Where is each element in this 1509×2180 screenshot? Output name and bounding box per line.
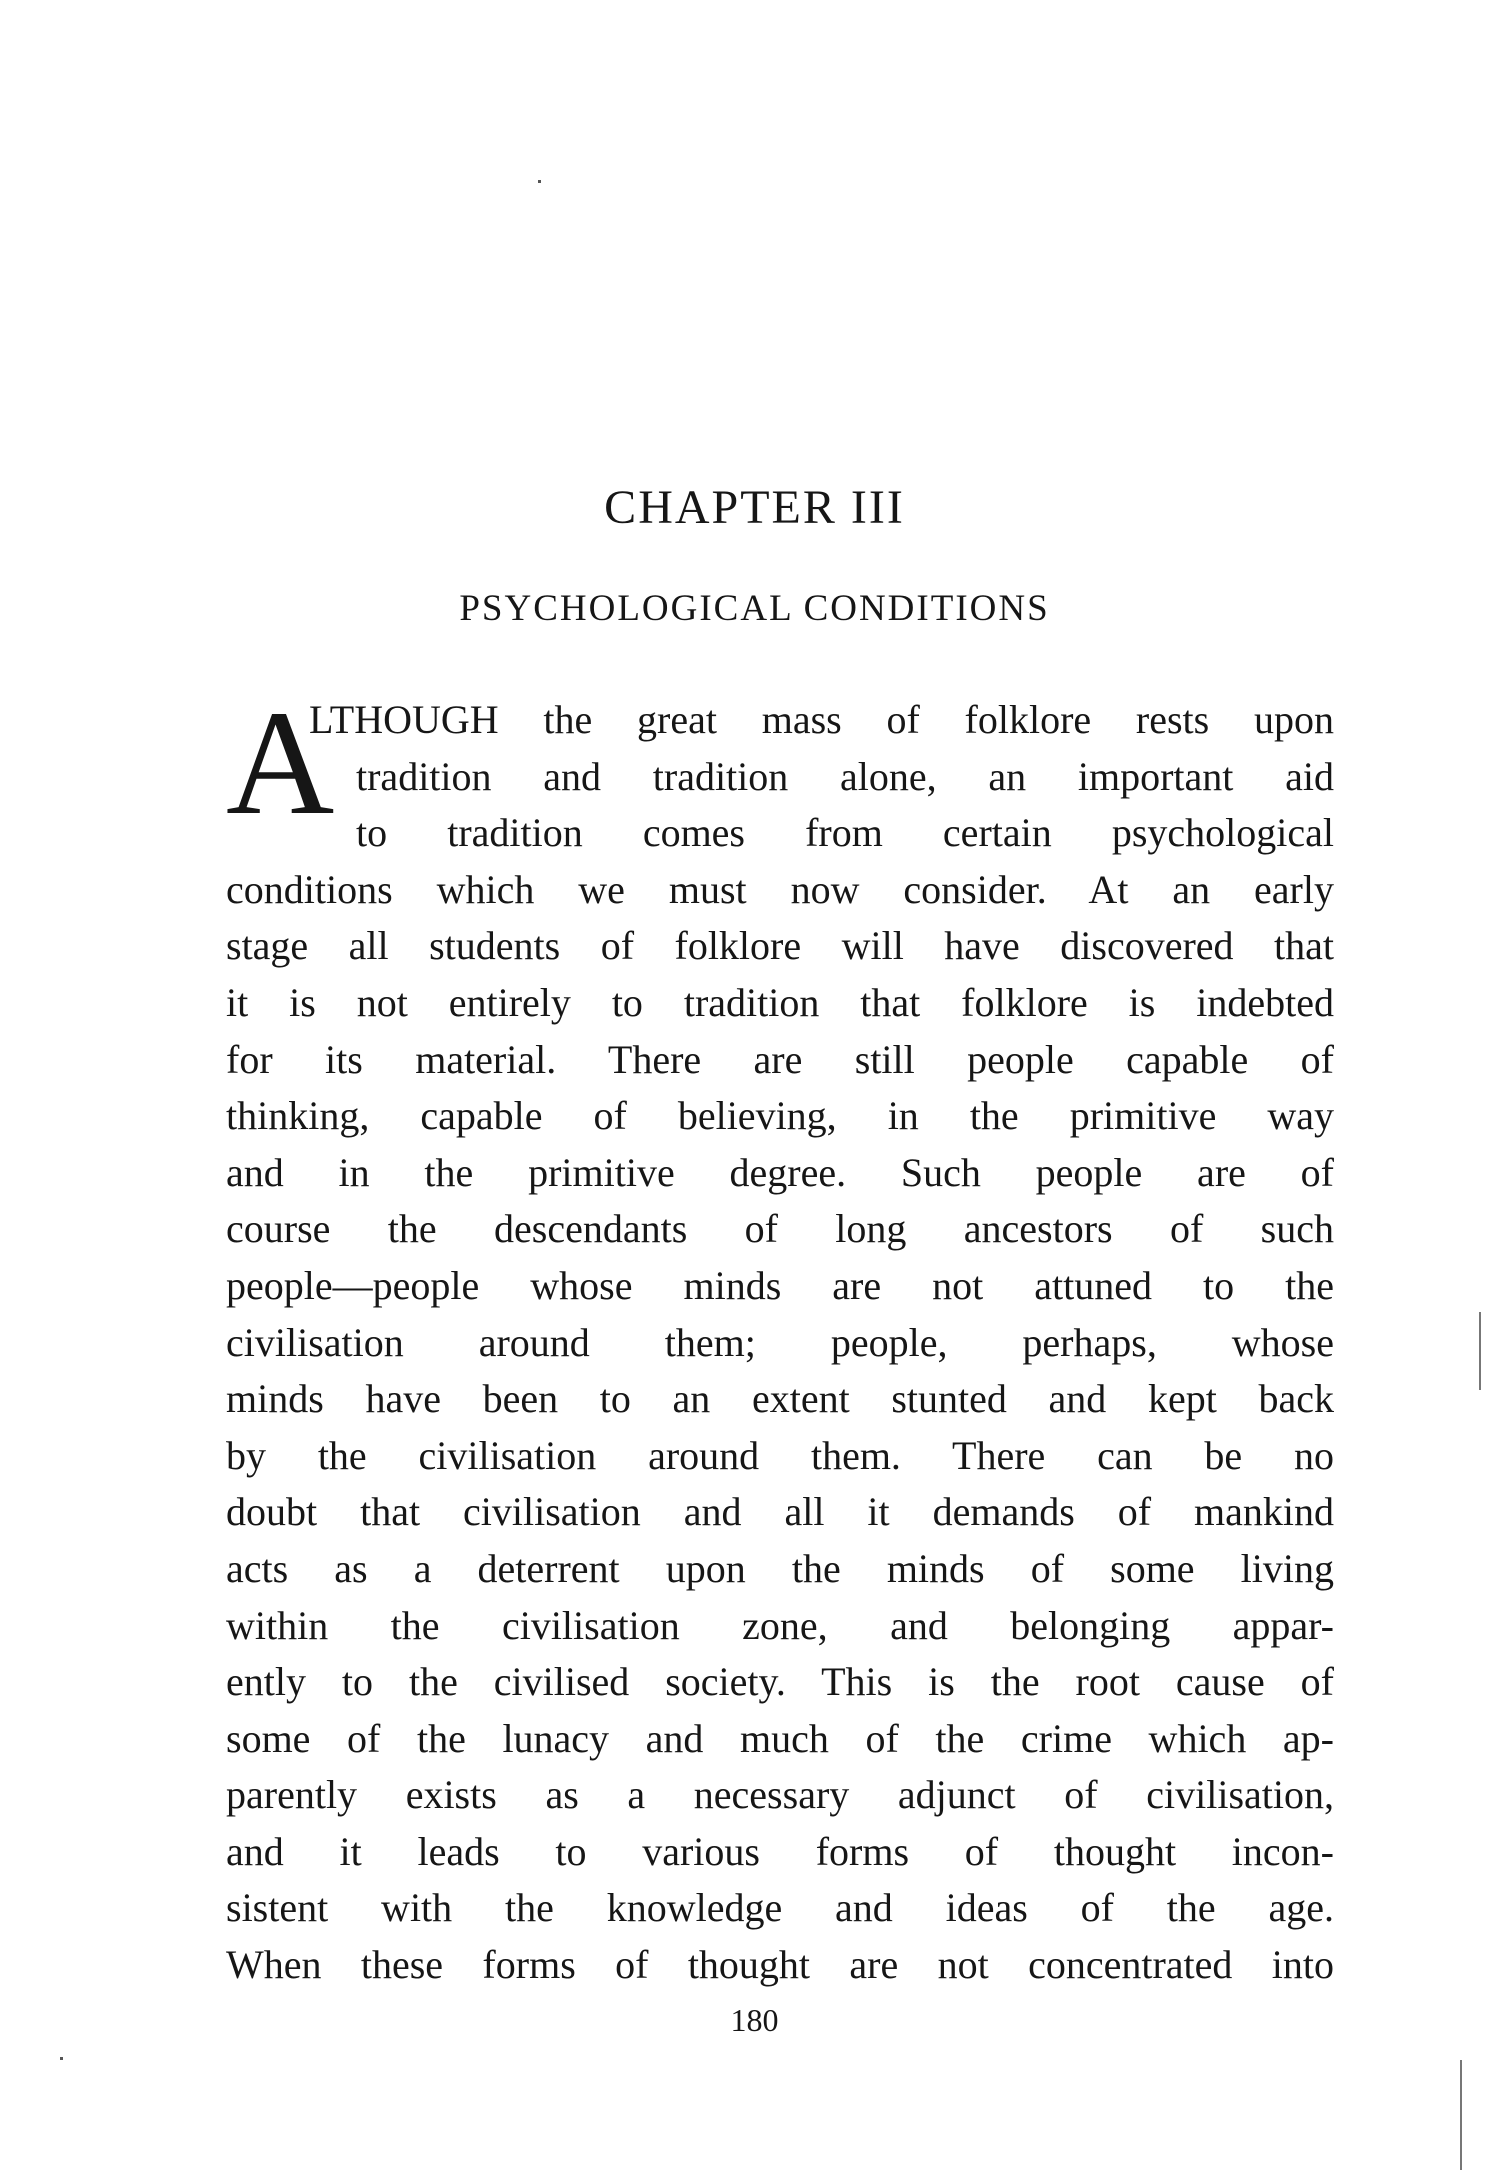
text-line: it is not entirely to tradition that folklore is indebted [226,979,1334,1025]
text-line: civilisation around them; people, perhaps, whose [226,1319,1334,1365]
text-line: for its material. There are still people capable of [226,1036,1334,1082]
text-line: doubt that civilisation and all it demands of mankind [226,1489,1334,1535]
text-line: minds have been to an extent stunted and kept back [226,1376,1334,1422]
text-line: stage all students of folklore will have discovered that [226,923,1334,969]
text-line: acts as a deterrent upon the minds of some living [226,1545,1334,1591]
text-line: thinking, capable of believing, in the primitive way [226,1093,1334,1139]
text-line: and it leads to various forms of thought incon- [226,1828,1334,1874]
dust-speck [538,180,541,183]
margin-scan-mark [1460,2060,1462,2170]
text-line: tradition and tradition alone, an important aid [356,753,1334,799]
text-line: some of the lunacy and much of the crime which ap- [226,1715,1334,1761]
text-line: and in the primitive degree. Such people are of [226,1149,1334,1195]
dust-speck [60,2057,63,2060]
drop-cap: A [226,680,335,846]
text-line: When these forms of thought are not concentrated into [226,1942,1334,1988]
margin-scan-mark [1479,1312,1481,1390]
chapter-number: CHAPTER III [604,481,905,534]
text-line: parently exists as a necessary adjunct of civilisation, [226,1772,1334,1818]
text-line: people—people whose minds are not attuned to the [226,1262,1334,1308]
text-line: by the civilisation around them. There can be no [226,1432,1334,1478]
chapter-body [226,680,1334,1994]
chapter-title: PSYCHOLOGICAL CONDITIONS [459,588,1050,629]
text-line: within the civilisation zone, and belonging appar- [226,1602,1334,1648]
page-number: 180 [730,2002,779,2038]
text-line: LTHOUGH the great mass of folklore rests upon [309,697,1334,742]
text-line: sistent with the knowledge and ideas of the age. [226,1885,1334,1931]
text-line: course the descendants of long ancestors of such [226,1206,1334,1252]
text-line: to tradition comes from certain psychological [356,810,1334,856]
text-line: conditions which we must now consider. At an early [226,866,1334,912]
text-line: ently to the civilised society. This is the root cause of [226,1659,1334,1705]
